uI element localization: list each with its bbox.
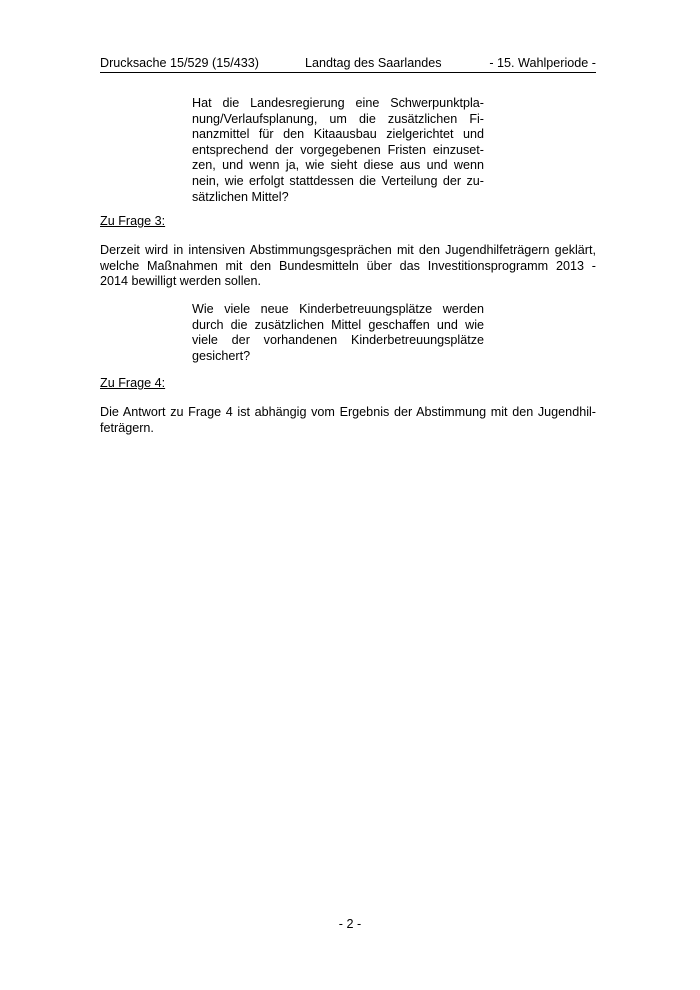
question-3-line: nanzmittel für den Kitaausbau zielgerichtet und [192,127,484,142]
answer-4 [100,405,596,436]
page-header [100,56,596,73]
answer-3 [100,243,596,290]
question-4 [192,302,484,364]
question-4-line: gesichert? [192,348,251,363]
header-document-number: Drucksache 15/529 (15/433) [100,56,259,70]
answer-4-line: feträgern. [100,420,154,435]
heading-answer-3: Zu Frage 3: [100,214,166,228]
question-4-line: durch die zusätzlichen Mittel geschaffen und wie [192,317,484,332]
question-3-line: zen, und wenn ja, wie sieht diese aus und wenn [192,158,484,173]
question-3-line: nung/Verlaufsplanung, um die zusätzlichen Fi- [192,111,484,126]
answer-4-line: Die Antwort zu Frage 4 ist abhängig vom Ergebnis der Abstimmung mit den Jugendhil- [100,405,596,419]
answer-3-line: 2014 bewilligt werden sollen. [100,274,262,289]
answer-3-line: Derzeit wird in intensiven Abstimmungsgesprächen mit den Jugendhilfeträgern geklärt, [100,243,596,257]
question-4-line: viele der vorhandenen Kinderbetreuungsplätze [192,333,484,348]
header-legislative-period: - 15. Wahlperiode - [489,56,596,70]
question-3-line: entsprechend der vorgegebenen Fristen einzuset- [192,142,484,157]
question-3 [192,96,484,205]
question-3-line: sätzlichen Mittel? [192,189,289,204]
page-number: - 2 - [338,917,362,931]
question-3-line: Hat die Landesregierung eine Schwerpunktpla- [192,96,484,110]
answer-3-line: welche Maßnahmen mit den Bundesmitteln über das Investitionsprogramm 2013 - [100,258,596,273]
question-4-line: Wie viele neue Kinderbetreuungsplätze werden [192,302,484,316]
question-3-line: nein, wie erfolgt stattdessen die Verteilung der zu- [192,173,484,188]
heading-answer-4: Zu Frage 4: [100,376,166,390]
header-parliament-name: Landtag des Saarlandes [305,56,442,70]
